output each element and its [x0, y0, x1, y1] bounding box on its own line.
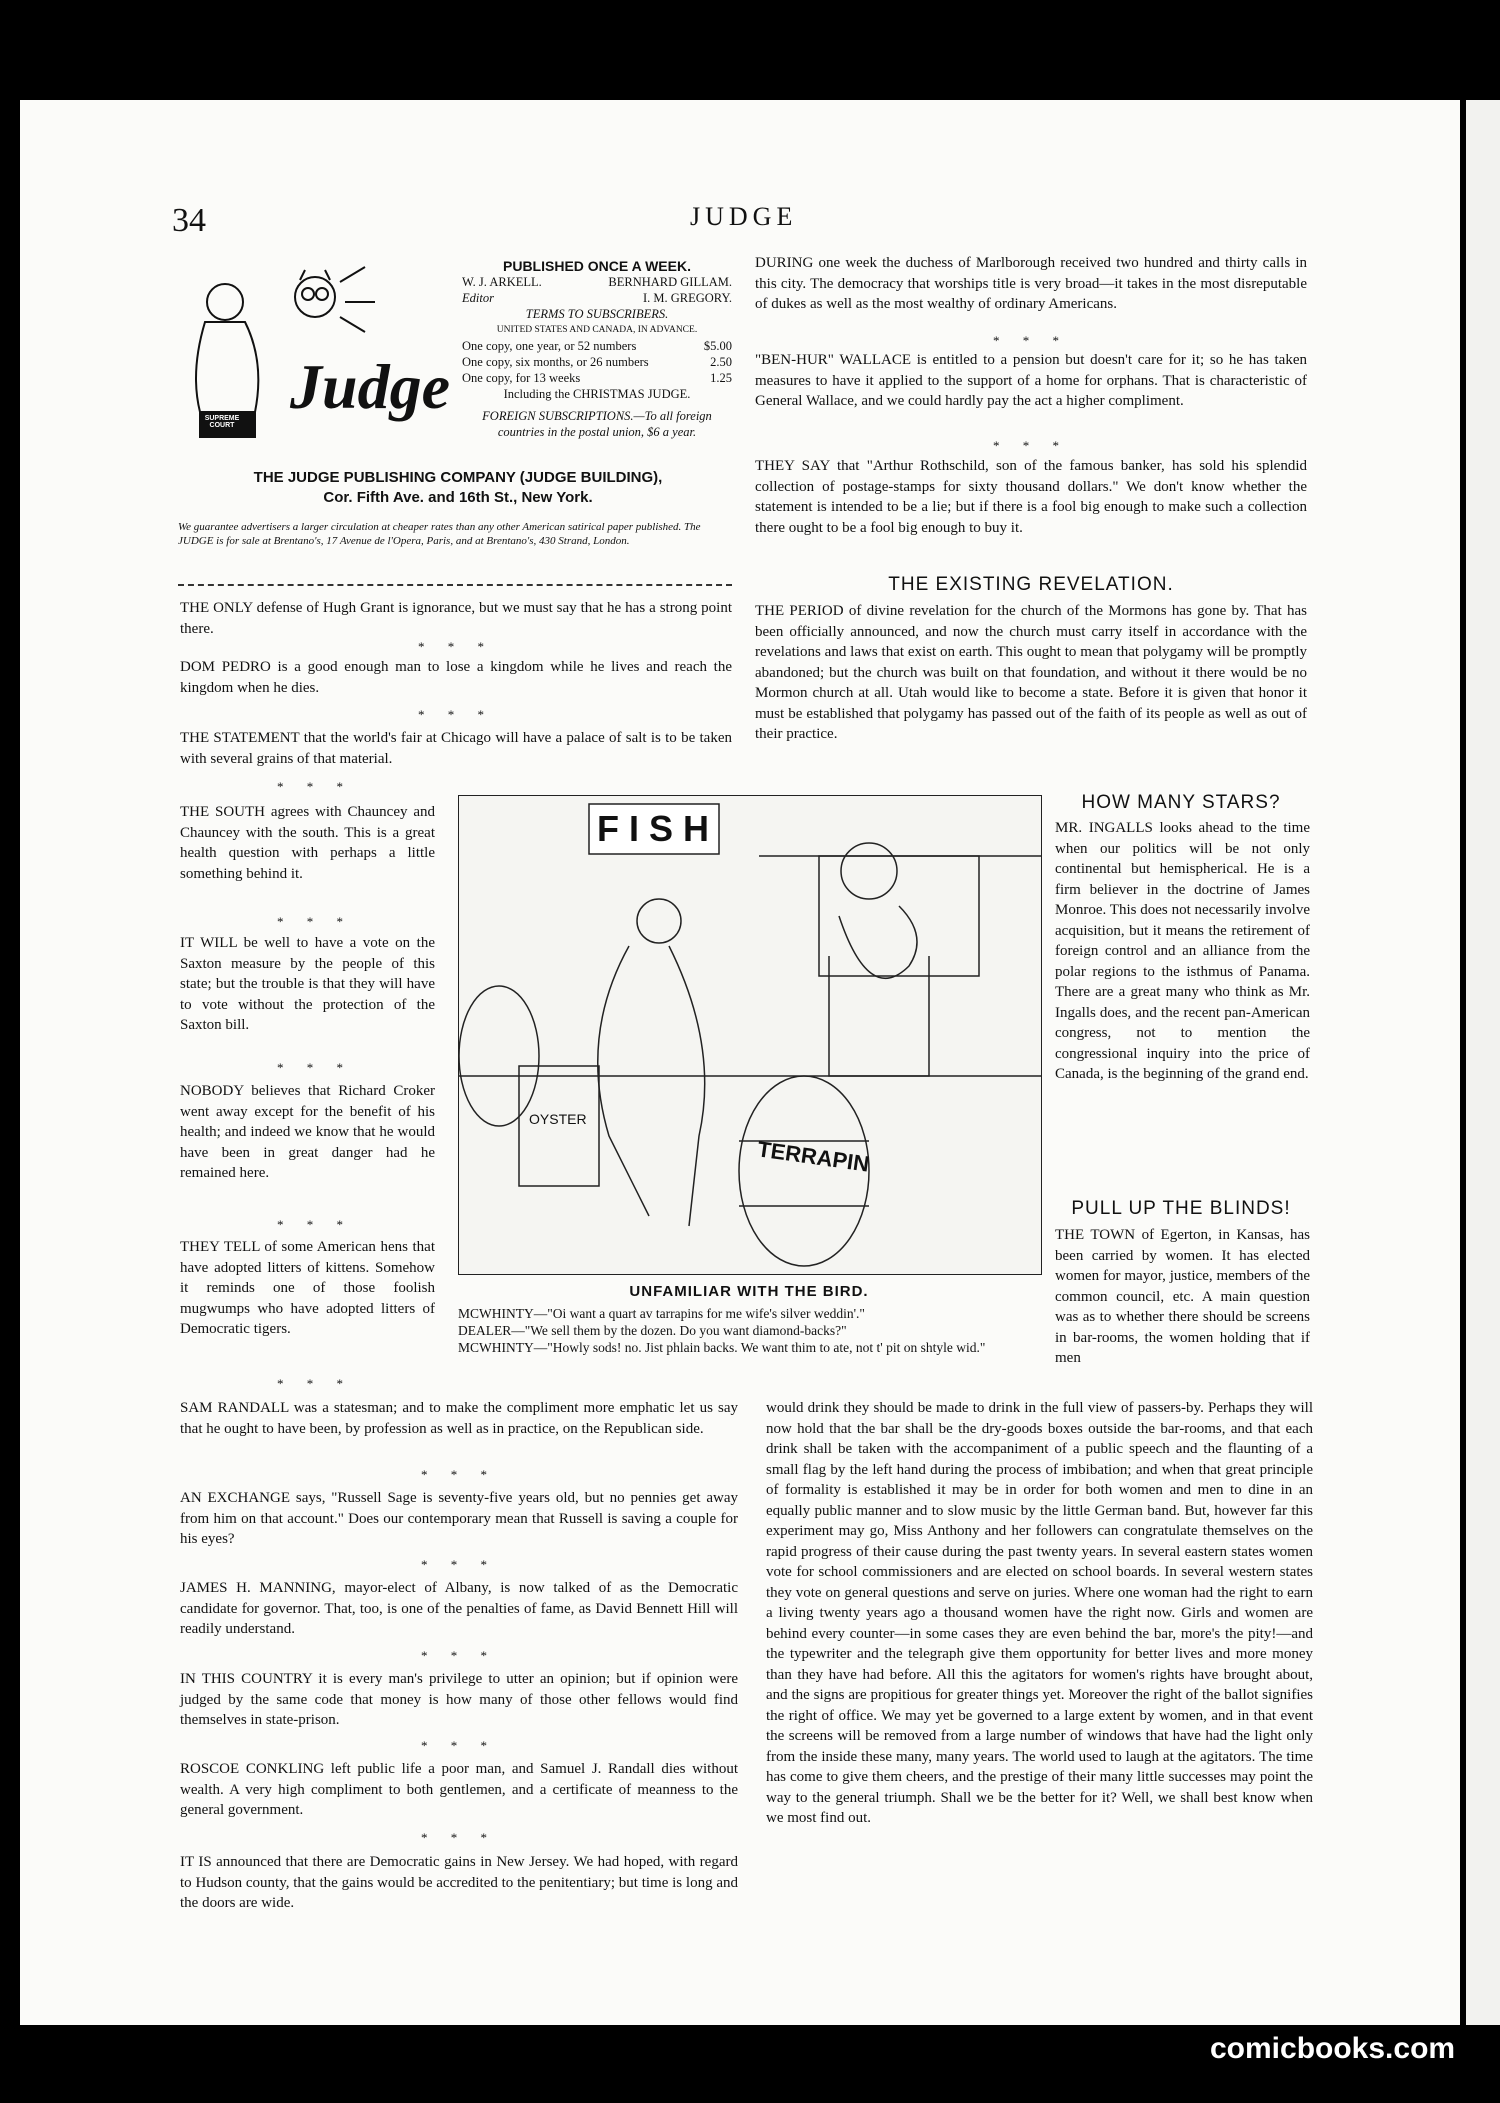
- watermark: comicbooks.com: [1210, 2032, 1456, 2065]
- paragraph: THE ONLY defense of Hugh Grant is ignorance, but we must say that he has a strong point there.: [180, 600, 732, 637]
- rate-row: [462, 338, 732, 354]
- separator: * * *: [277, 914, 353, 929]
- masthead-rule: [178, 584, 732, 586]
- rate-row: [462, 354, 732, 370]
- caption-line: MCWHINTY—"Howly sods! no. Jist phlain backs. We want thim to ate, not t' pit on shtyle wid.": [458, 1340, 986, 1355]
- blinds-heading: PULL UP THE BLINDS!: [1071, 1198, 1291, 1219]
- paragraph: ROSCOE CONKLING left public life a poor man, and Samuel J. Randall dies without wealth. A very high compliment to both gentlemen, and a certificate of meanness to the general government.: [180, 1761, 738, 1818]
- guarantee-note: We guarantee advertisers a larger circulation at cheaper rates than any other American satirical paper published. The JUDGE is for sale at Brentano's, 17 Avenue de l'Opera, Paris, and at Brentano's, 430 Strand, London.: [178, 521, 701, 547]
- rate-row: [462, 370, 732, 386]
- blinds-text-top: THE TOWN of Egerton, in Kansas, has been carried by women. It has elected women for mayor, justice, members of the common council, etc. A main question was as to whether there should be screens in bar-rooms, the women holding that if men: [1055, 1227, 1310, 1366]
- stars-text: MR. INGALLS looks ahead to the time when our politics will be not only continental but hemispherical. He is a firm believer in the doctrine of James Monroe. This does not necessarily involve acquisition, but it means the retirement of foreign control and an alliance from the polar regions to the isthmus of Panama. There are a great many who think as Mr. Ingalls does, and the recent pan-American congress, not to mention the congressional inquiry into the price of Canada, is the beginning of the grand end.: [1055, 820, 1310, 1082]
- stars-heading: HOW MANY STARS?: [1081, 792, 1281, 813]
- publisher-block: [178, 468, 738, 508]
- manager-name: I. M. GREGORY.: [642, 291, 732, 305]
- terms-title: TERMS TO SUBSCRIBERS.: [525, 307, 669, 321]
- cartoon-illustration: [458, 795, 1042, 1275]
- revelation-heading: THE EXISTING REVELATION.: [888, 574, 1174, 595]
- rate-label: One copy, for 13 weeks: [462, 371, 581, 385]
- separator: * * *: [421, 1648, 497, 1663]
- cartoon-title: UNFAMILIAR WITH THE BIRD.: [629, 1283, 869, 1300]
- company-name: THE JUDGE PUBLISHING COMPANY (JUDGE BUILDING),: [253, 469, 663, 486]
- page-number: 34: [172, 202, 206, 239]
- paragraph: THE STATEMENT that the world's fair at Chicago will have a palace of salt is to be taken with several grains of that material.: [180, 730, 732, 767]
- paragraph: SAM RANDALL was a statesman; and to make the compliment more emphatic let us say that he ought to have been, by profession as well as in practice, on the Republican side.: [180, 1400, 738, 1437]
- rate-price: $5.00: [703, 339, 732, 353]
- paragraph: "BEN-HUR" WALLACE is entitled to a pension but doesn't care for it; so he has taken measures to have it applied to the support of a home for orphans. That is characteristic of General Wallace, and we could hardly pay the act a higher compliment.: [755, 352, 1307, 409]
- christmas-note: Including the CHRISTMAS JUDGE.: [503, 387, 691, 401]
- publisher-name: W. J. ARKELL.: [462, 275, 542, 289]
- company-address: Cor. Fifth Ave. and 16th St., New York.: [323, 489, 593, 506]
- separator: * * *: [421, 1467, 497, 1482]
- paragraph: DURING one week the duchess of Marlborough received two hundred and thirty calls in this city. The democracy that worships title is very broad—it takes in the most disreputable of dukes as well as the most wealthy of ordinary Americans.: [755, 255, 1307, 312]
- separator: * * *: [418, 707, 494, 722]
- revelation-text: THE PERIOD of divine revelation for the church of the Mormons has gone by. That has been officially announced, and now the church must carry itself in accordance with the revelations and laws that exist on earth. This ought to mean that polygamy will be promptly abandoned; but the church was built on that foundation, and without it there would be no Mormon church at all. Utah would like to become a state. Before it is given that honor it must be established that polygamy has passed out of the faith of its people as well as out of their practice.: [755, 603, 1307, 742]
- published-line: PUBLISHED ONCE A WEEK.: [503, 258, 691, 274]
- separator: * * *: [418, 639, 494, 654]
- paragraph: IT IS announced that there are Democratic gains in New Jersey. We had hoped, with regard to Hudson county, that the gains would be accredited to the penitentiary; but time is long and the doors are wide.: [180, 1854, 738, 1911]
- rate-label: One copy, six months, or 26 numbers: [462, 355, 649, 369]
- rate-label: One copy, one year, or 52 numbers: [462, 339, 637, 353]
- paragraph: THE SOUTH agrees with Chauncey and Chauncey with the south. This is a great health question with perhaps a little something behind it.: [180, 804, 435, 882]
- editors-row: [462, 274, 732, 290]
- separator: * * *: [421, 1738, 497, 1753]
- rate-price: 1.25: [710, 371, 732, 385]
- oyster-crate-label: OYSTER: [529, 1111, 587, 1127]
- paragraph: IT WILL be well to have a vote on the Saxton measure by the people of this state; but the trouble is that they will have to vote without the protection of the Saxton bill.: [180, 935, 435, 1033]
- separator: * * *: [277, 779, 353, 794]
- terms-subtitle: UNITED STATES AND CANADA, IN ADVANCE.: [496, 325, 698, 335]
- separator: * * *: [277, 1376, 353, 1391]
- blinds-text-bottom: would drink they should be made to drink in the full view of passers-by. Perhaps they will now hold that the bar shall be the dry-goods boxes outside the bar-rooms, and that each drink shall be taken with the accompaniment of a public speech and the flaunting of a small flag by the left hand during the process of imbibation; and when that great principle of formality is established it may be in order for both women and men to dine in an equally public manner and to slow music by the little German band. But, however far this experiment may go, Miss Anthony and her followers can congratulate themselves on the rapid progress of their cause during the past twenty years. In several eastern states women vote for school commissioners and are elected on school boards. In several western states they vote on general questions and serve on juries. Where one woman had the right to earn a living twenty years ago a thousand women have the right now. Girls and women are behind every counter—in some cases they are even behind the bar, more's the pity!—and the typewriter and the telegraph give them opportunity for better lives and more money than they have had before. All this the agitators for women's rights have brought about, and the signs are propitious for greater things yet. Moreover the right of the ballot signifies the right of office. We may yet be governed to a large extent by women, and in that event the screens will be removed from a large number of windows that have had the light only from the inside these many, many years. The world used to laugh at the agitators. The time has come to give them cheers, and the prestige of their many little successes may point the way to the general triumph. Shall we be the better for it? Well, we shall best know when we most find out.: [766, 1400, 1313, 1826]
- paragraph: DOM PEDRO is a good enough man to lose a kingdom while he lives and reach the kingdom when he dies.: [180, 659, 732, 696]
- paragraph: NOBODY believes that Richard Croker went away except for the benefit of his health; and indeed we know that he would have been in great danger had he remained here.: [180, 1083, 435, 1181]
- paragraph: AN EXCHANGE says, "Russell Sage is seventy-five years old, but no pennies get away from him on that account." Does our contemporary mean that Russell is saving a couple for his eyes?: [180, 1490, 738, 1547]
- separator: * * *: [993, 438, 1069, 453]
- caption-line: DEALER—"We sell them by the dozen. Do you want diamond-backs?": [458, 1323, 847, 1338]
- cartoon-caption: [458, 1305, 1040, 1356]
- separator: * * *: [277, 1060, 353, 1075]
- editor-label: Editor: [462, 291, 494, 305]
- paragraph: IN THIS COUNTRY it is every man's privilege to utter an opinion; but if opinion were judged by the same code that money is how many of those other fellows would find themselves in state-prison.: [180, 1671, 738, 1728]
- separator: * * *: [277, 1217, 353, 1232]
- stamp-label: SUPREME COURT: [204, 415, 240, 429]
- paragraph: JAMES H. MANNING, mayor-elect of Albany, is now talked of as the Democratic candidate for governor. That, too, is one of the penalties of fame, as David Bennett Hill will readily understand.: [180, 1580, 738, 1637]
- separator: * * *: [421, 1557, 497, 1572]
- caption-line: MCWHINTY—"Oi want a quart av tarrapins for me wife's silver weddin'.": [458, 1306, 865, 1321]
- editors-row-2: [462, 290, 732, 306]
- separator: * * *: [421, 1830, 497, 1845]
- next-page-edge: [1466, 100, 1500, 2025]
- fish-sign: FISH: [597, 808, 720, 849]
- terrapin-barrel-label: TERRAPIN: [755, 1136, 871, 1177]
- masthead-terms: [462, 258, 732, 440]
- paragraph: THEY TELL of some American hens that have adopted litters of kittens. Somehow it reminds one of those foolish mugwumps who have adopted litters of Democratic tigers.: [180, 1239, 435, 1337]
- separator: * * *: [993, 333, 1069, 348]
- rate-price: 2.50: [710, 355, 732, 369]
- cartoon-drawing: [459, 796, 1041, 1274]
- foreign-subscriptions: FOREIGN SUBSCRIPTIONS.—To all foreign countries in the postal union, $6 a year.: [482, 409, 712, 439]
- magazine-title: JUDGE: [690, 202, 798, 231]
- paragraph: THEY SAY that "Arthur Rothschild, son of the famous banker, has sold his splendid collection of postage-stamps for sixty thousand dollars." We don't know whether the statement is intended to be a lie; but if there is a fool big enough to make such a collection there ought to be a fool big enough to buy it.: [755, 458, 1307, 536]
- artist-name: BERNHARD GILLAM.: [608, 275, 732, 289]
- judge-logo: Judge: [290, 351, 450, 422]
